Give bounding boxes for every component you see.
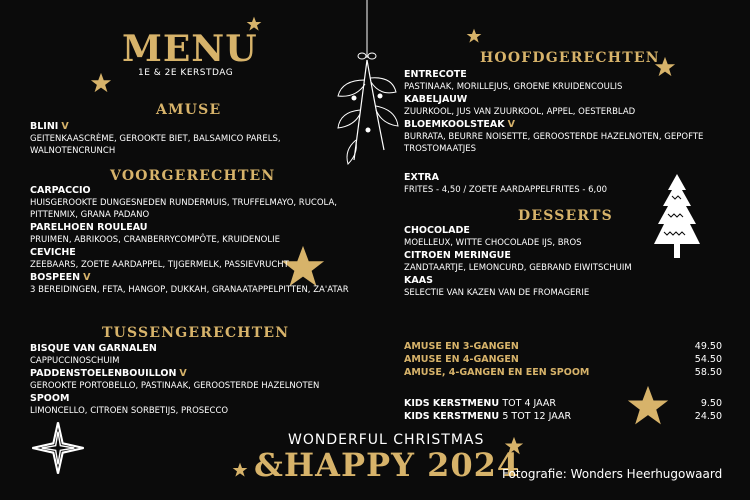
price-row <box>404 366 722 379</box>
menu-title: MENU <box>122 28 258 70</box>
item-name: SPOOM <box>30 393 70 404</box>
item-description: BURRATA, BEURRE NOISETTE, GEROOSTERDE HAZELNOTEN, GEPOFTE TROSTOMAATJES <box>404 132 704 154</box>
menu-item <box>30 392 360 417</box>
section-title-tussengerechten: TUSSENGERECHTEN <box>102 325 290 341</box>
price-label: AMUSE EN 3-GANGEN <box>404 341 519 352</box>
item-description: CAPPUCCINOSCHUIM <box>30 356 120 366</box>
vegetarian-badge: V <box>179 368 187 379</box>
menu-item <box>404 68 734 93</box>
menu-item <box>404 249 734 274</box>
item-name: CHOCOLADE <box>404 225 470 236</box>
menu-item <box>30 342 360 367</box>
item-description: PASTINAAK, MORILLEJUS, GROENE KRUIDENCOULIS <box>404 82 623 92</box>
item-description: FRITES - 4,50 / ZOETE AARDAPPELFRITES - 6,00 <box>404 185 608 195</box>
outline-star-icon <box>30 420 86 476</box>
age-range: 5 TOT 12 JAAR <box>502 411 572 422</box>
price-label: KIDS KERSTMENU TOT 4 JAAR <box>404 398 557 409</box>
item-description: LIMONCELLO, CITROEN SORBETIJS, PROSECCO <box>30 406 229 416</box>
item-description: HUISGEROOKTE DUNGESNEDEN RUNDERMUIS, TRUFFELMAYO, RUCOLA, PITTENMIX, GRANA PADANO <box>30 198 338 220</box>
item-name: KAAS <box>404 275 433 286</box>
menu-item <box>404 118 734 155</box>
price-value: 24.50 <box>694 411 722 422</box>
section-title-amuse: AMUSE <box>156 102 222 118</box>
item-description: PRUIMEN, ABRIKOOS, CRANBERRYCOMPÔTE, KRUIDENOLIE <box>30 235 280 245</box>
item-name: BLOEMKOOLSTEAK V <box>404 119 515 130</box>
item-name: EXTRA <box>404 172 439 183</box>
price-value: 49.50 <box>694 341 722 352</box>
section-title-hoofdgerechten: HOOFDGERECHTEN <box>480 50 660 66</box>
item-name: BISQUE VAN GARNALEN <box>30 343 157 354</box>
item-description: ZUURKOOL, JUS VAN ZUURKOOL, APPEL, OESTERBLAD <box>404 107 636 117</box>
kids-price-row <box>404 397 722 410</box>
menu-subtitle: 1E & 2E KERSTDAG <box>138 68 234 78</box>
vegetarian-badge: V <box>507 119 515 130</box>
menu-item <box>404 274 734 299</box>
item-name: BLINI V <box>30 121 69 132</box>
greeting-line-1: WONDERFUL CHRISTMAS <box>288 432 485 448</box>
star-icon <box>466 28 482 44</box>
price-value: 9.50 <box>700 398 722 409</box>
price-value: 54.50 <box>694 354 722 365</box>
star-icon <box>232 462 248 478</box>
tussengerechten-list <box>30 342 360 417</box>
price-row <box>404 340 722 353</box>
item-name: ENTRECOTE <box>404 69 467 80</box>
price-value: 58.50 <box>694 367 722 378</box>
menu-item <box>30 221 360 246</box>
vegetarian-badge: V <box>83 272 91 283</box>
menu-item <box>30 246 360 271</box>
menu-item <box>30 120 360 157</box>
amuse-list <box>30 120 360 157</box>
section-title-desserts: DESSERTS <box>518 208 613 224</box>
price-row <box>404 353 722 366</box>
price-label: AMUSE EN 4-GANGEN <box>404 354 519 365</box>
item-name: PARELHOEN ROULEAU <box>30 222 148 233</box>
item-description: 3 BEREIDINGEN, FETA, HANGOP, DUKKAH, GRANAATAPPELPITTEN, ZA'ATAR <box>30 285 349 295</box>
item-name: CARPACCIO <box>30 185 91 196</box>
price-label: AMUSE, 4-GANGEN EN EEN SPOOM <box>404 367 590 378</box>
price-label: KIDS KERSTMENU 5 TOT 12 JAAR <box>404 411 572 422</box>
price-list <box>404 340 722 423</box>
menu-item <box>30 184 360 221</box>
vegetarian-badge: V <box>61 121 69 132</box>
hoofdgerechten-list <box>404 68 734 196</box>
item-description: GEROOKTE PORTOBELLO, PASTINAAK, GEROOSTERDE HAZELNOTEN <box>30 381 320 391</box>
item-description: ZEEBAARS, ZOETE AARDAPPEL, TIJGERMELK, PASSIEVRUCHT <box>30 260 289 270</box>
menu-item-extra <box>404 171 734 196</box>
age-range: TOT 4 JAAR <box>502 398 557 409</box>
item-name: BOSPEEN V <box>30 272 91 283</box>
menu-item <box>30 271 360 296</box>
item-name: CEVICHE <box>30 247 76 258</box>
menu-item <box>404 93 734 118</box>
star-icon <box>90 72 112 94</box>
menu-item <box>30 367 360 392</box>
item-description: GEITENKAASCRÈME, GEROOKTE BIET, BALSAMICO PARELS, WALNOTENCRUNCH <box>30 134 281 156</box>
voorgerechten-list <box>30 184 360 296</box>
desserts-list <box>404 224 734 299</box>
photo-credit: Fotografie: Wonders Heerhugowaard <box>502 467 723 481</box>
kids-price-row <box>404 410 722 423</box>
item-description: ZANDTAARTJE, LEMONCURD, GEBRAND EIWITSCHUIM <box>404 263 632 273</box>
item-name: KABELJAUW <box>404 94 468 105</box>
item-name: CITROEN MERINGUE <box>404 250 511 261</box>
greeting-line-2: &HAPPY 2024 <box>254 446 521 484</box>
item-description: MOELLEUX, WITTE CHOCOLADE IJS, BROS <box>404 238 582 248</box>
section-title-voorgerechten: VOORGERECHTEN <box>110 168 276 184</box>
item-description: SELECTIE VAN KAZEN VAN DE FROMAGERIE <box>404 288 590 298</box>
item-name: PADDENSTOELENBOUILLON V <box>30 368 187 379</box>
menu-item <box>404 224 734 249</box>
